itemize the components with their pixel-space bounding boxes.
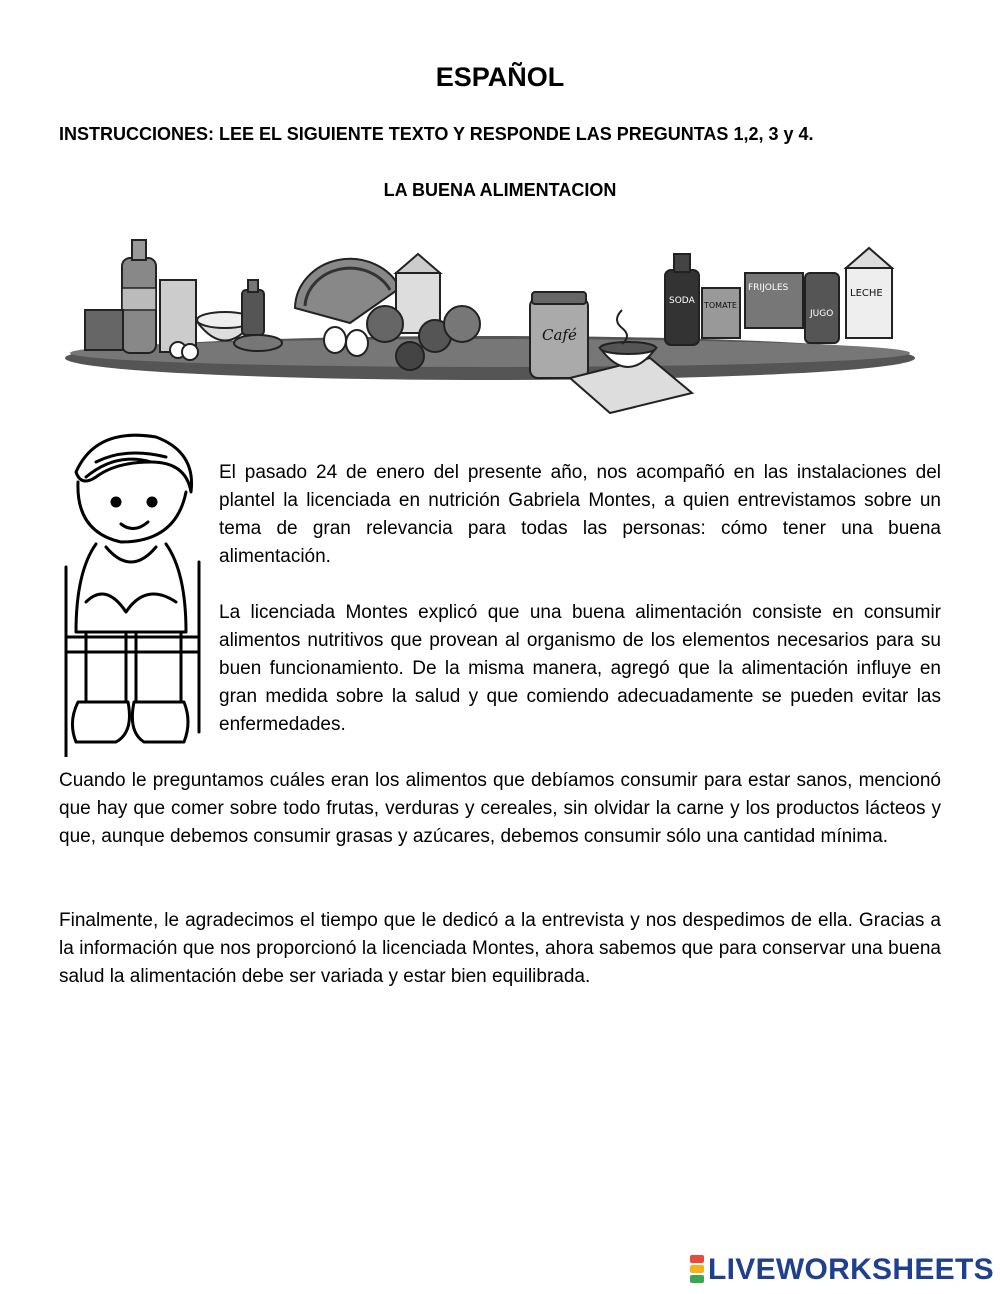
instructions-text: INSTRUCCIONES: LEE EL SIGUIENTE TEXTO Y RESPONDE LAS PREGUNTAS 1,2, 3 y 4.	[59, 124, 814, 144]
tomate-label: TOMATE	[704, 301, 737, 310]
article-title: LA BUENA ALIMENTACION	[383, 180, 617, 200]
watermark-text: LIVEWORKSHEETS	[708, 1253, 994, 1286]
food-illustration	[60, 228, 925, 418]
beans-can-icon	[745, 273, 803, 328]
page-title: ESPAÑOL	[435, 62, 565, 92]
logo-block-1	[690, 1255, 704, 1263]
juice-bottle-icon	[805, 273, 839, 343]
cafe-label: Café	[542, 326, 577, 344]
leche-label: LECHE	[850, 288, 883, 299]
logo-block-3	[690, 1275, 704, 1283]
leche-carton-icon	[846, 248, 892, 338]
jugo-label: JUGO	[810, 309, 834, 319]
liveworksheets-watermark	[690, 1252, 994, 1288]
paragraph-1: El pasado 24 de enero del presente año, nos acompañó en las instalaciones del plantel la licenciada en nutrición Gabriela Montes, a quien entrevistamos sobre un tema de gran relevancia para todas las personas: cómo tener una buena alimentación.	[219, 462, 941, 567]
bottle-icon	[122, 240, 156, 353]
small-bottle-icon	[234, 280, 282, 351]
paragraph-4: Finalmente, le agradecimos el tiempo que le dedicó a la entrevista y nos despedimos de ella. Gracias a la información que nos proporcionó la licenciada Montes, ahora sabemos que para conservar una buena salud la alimentación debe ser variada y estar bien equilibrada.	[59, 910, 941, 987]
paragraph-3: Cuando le preguntamos cuáles eran los alimentos que debíamos consumir para estar sanos, mencionó que hay que comer sobre todo frutas, verduras y cereales, sin olvidar la carne y los productos lácteos y que, aunque debemos consumir grasas y azúcares, debemos consumir sólo una cantidad mínima.	[59, 770, 941, 847]
coffee-jar-icon	[530, 292, 588, 378]
liveworksheets-logo-icon	[690, 1255, 706, 1285]
girl-illustration	[56, 432, 206, 757]
frijoles-label: FRIJOLES	[748, 283, 789, 293]
soda-bottle-icon	[665, 254, 699, 345]
paragraph-2: La licenciada Montes explicó que una buena alimentación consiste en consumir alimentos nutritivos que provean al organismo de los elementos necesarios para su buen funcionamiento. De la misma manera, agregó que la alimentación influye en gran medida sobre la salud y que comiendo adecuadamente se pueden evitar las enfermedades.	[219, 602, 941, 735]
tomato-can-icon	[702, 288, 740, 338]
logo-block-2	[690, 1265, 704, 1273]
soda-label: SODA	[669, 296, 695, 306]
